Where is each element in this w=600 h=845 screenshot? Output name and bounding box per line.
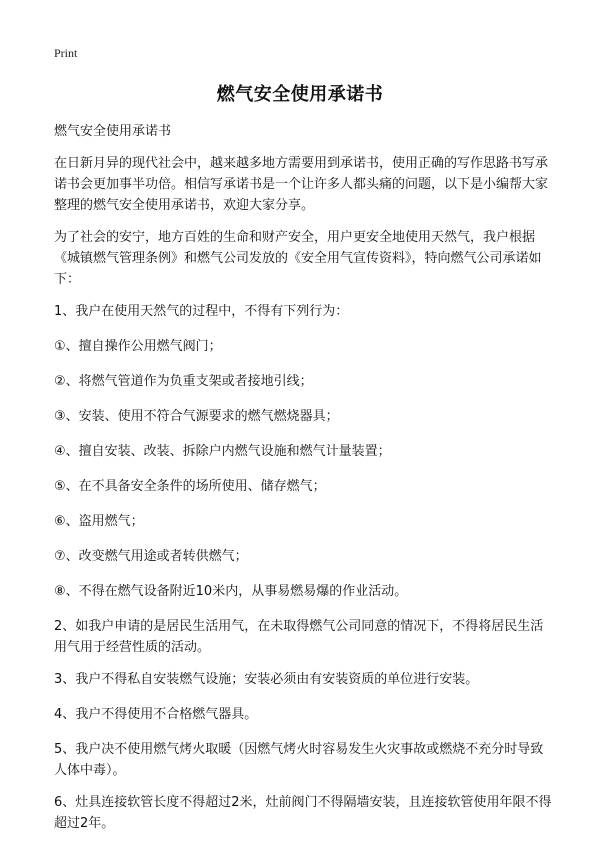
commitment-item-1: 1、我户在使用天然气的过程中，不得有下列行为： bbox=[54, 304, 349, 319]
commitment-item-3: 3、我户不得私自安装燃气设施；安装必须由有安装资质的单位进行安装。 bbox=[54, 672, 479, 687]
intro-paragraph: 在日新月异的现代社会中，越来越多地方需要用到承诺书，使用正确的写作思路书写承诺书会更加事半功倍。相信写承诺书是一个让许多人都头痛的问题，以下是小编帮大家整理的燃气安全使用承诺书，欢迎大家分享。 bbox=[54, 156, 549, 213]
commitment-item-5: 5、我户决不使用燃气烤火取暖（因燃气烤火时容易发生火灾事故或燃烧不充分时导致人体中毒）。 bbox=[54, 742, 544, 778]
commitment-item-4: 4、我户不得使用不合格燃气器具。 bbox=[54, 707, 258, 722]
sub-item-5: ⑤、在不具备安全条件的场所使用、储存燃气； bbox=[54, 479, 326, 494]
commitment-item-6: 6、灶具连接软管长度不得超过2米，灶前阀门不得隔墙安装，且连接软管使用年限不得超过2年。 bbox=[54, 795, 552, 831]
sub-item-2: ②、将燃气管道作为负重支架或者接地引线； bbox=[54, 374, 313, 389]
sub-item-6: ⑥、盗用燃气； bbox=[54, 514, 144, 529]
sub-item-7: ⑦、改变燃气用途或者转供燃气； bbox=[54, 549, 248, 564]
print-label: Print bbox=[54, 46, 78, 60]
sub-item-4: ④、擅自安装、改装、拆除户内燃气设施和燃气计量装置； bbox=[54, 444, 391, 459]
preamble-paragraph: 为了社会的安宁，地方百姓的生命和财产安全，用户更安全地使用天然气，我户根据《城镇燃气管理条例》和燃气公司发放的《安全用气宣传资料》，特向燃气公司承诺如下： bbox=[54, 230, 542, 287]
sub-item-3: ③、安装、使用不符合气源要求的燃气燃烧器具； bbox=[54, 409, 339, 424]
document-title: 燃气安全使用承诺书 bbox=[216, 84, 384, 105]
document-body bbox=[54, 121, 554, 845]
document-subtitle: 燃气安全使用承诺书 bbox=[54, 124, 172, 139]
sub-item-8: ⑧、不得在燃气设备附近10米内，从事易燃易爆的作业活动。 bbox=[54, 584, 408, 599]
sub-item-1: ①、擅自操作公用燃气阀门； bbox=[54, 339, 222, 354]
commitment-item-2: 2、如我户申请的是居民生活用气，在未取得燃气公司同意的情况下，不得将居民生活用气用于经营性质的活动。 bbox=[54, 619, 544, 655]
